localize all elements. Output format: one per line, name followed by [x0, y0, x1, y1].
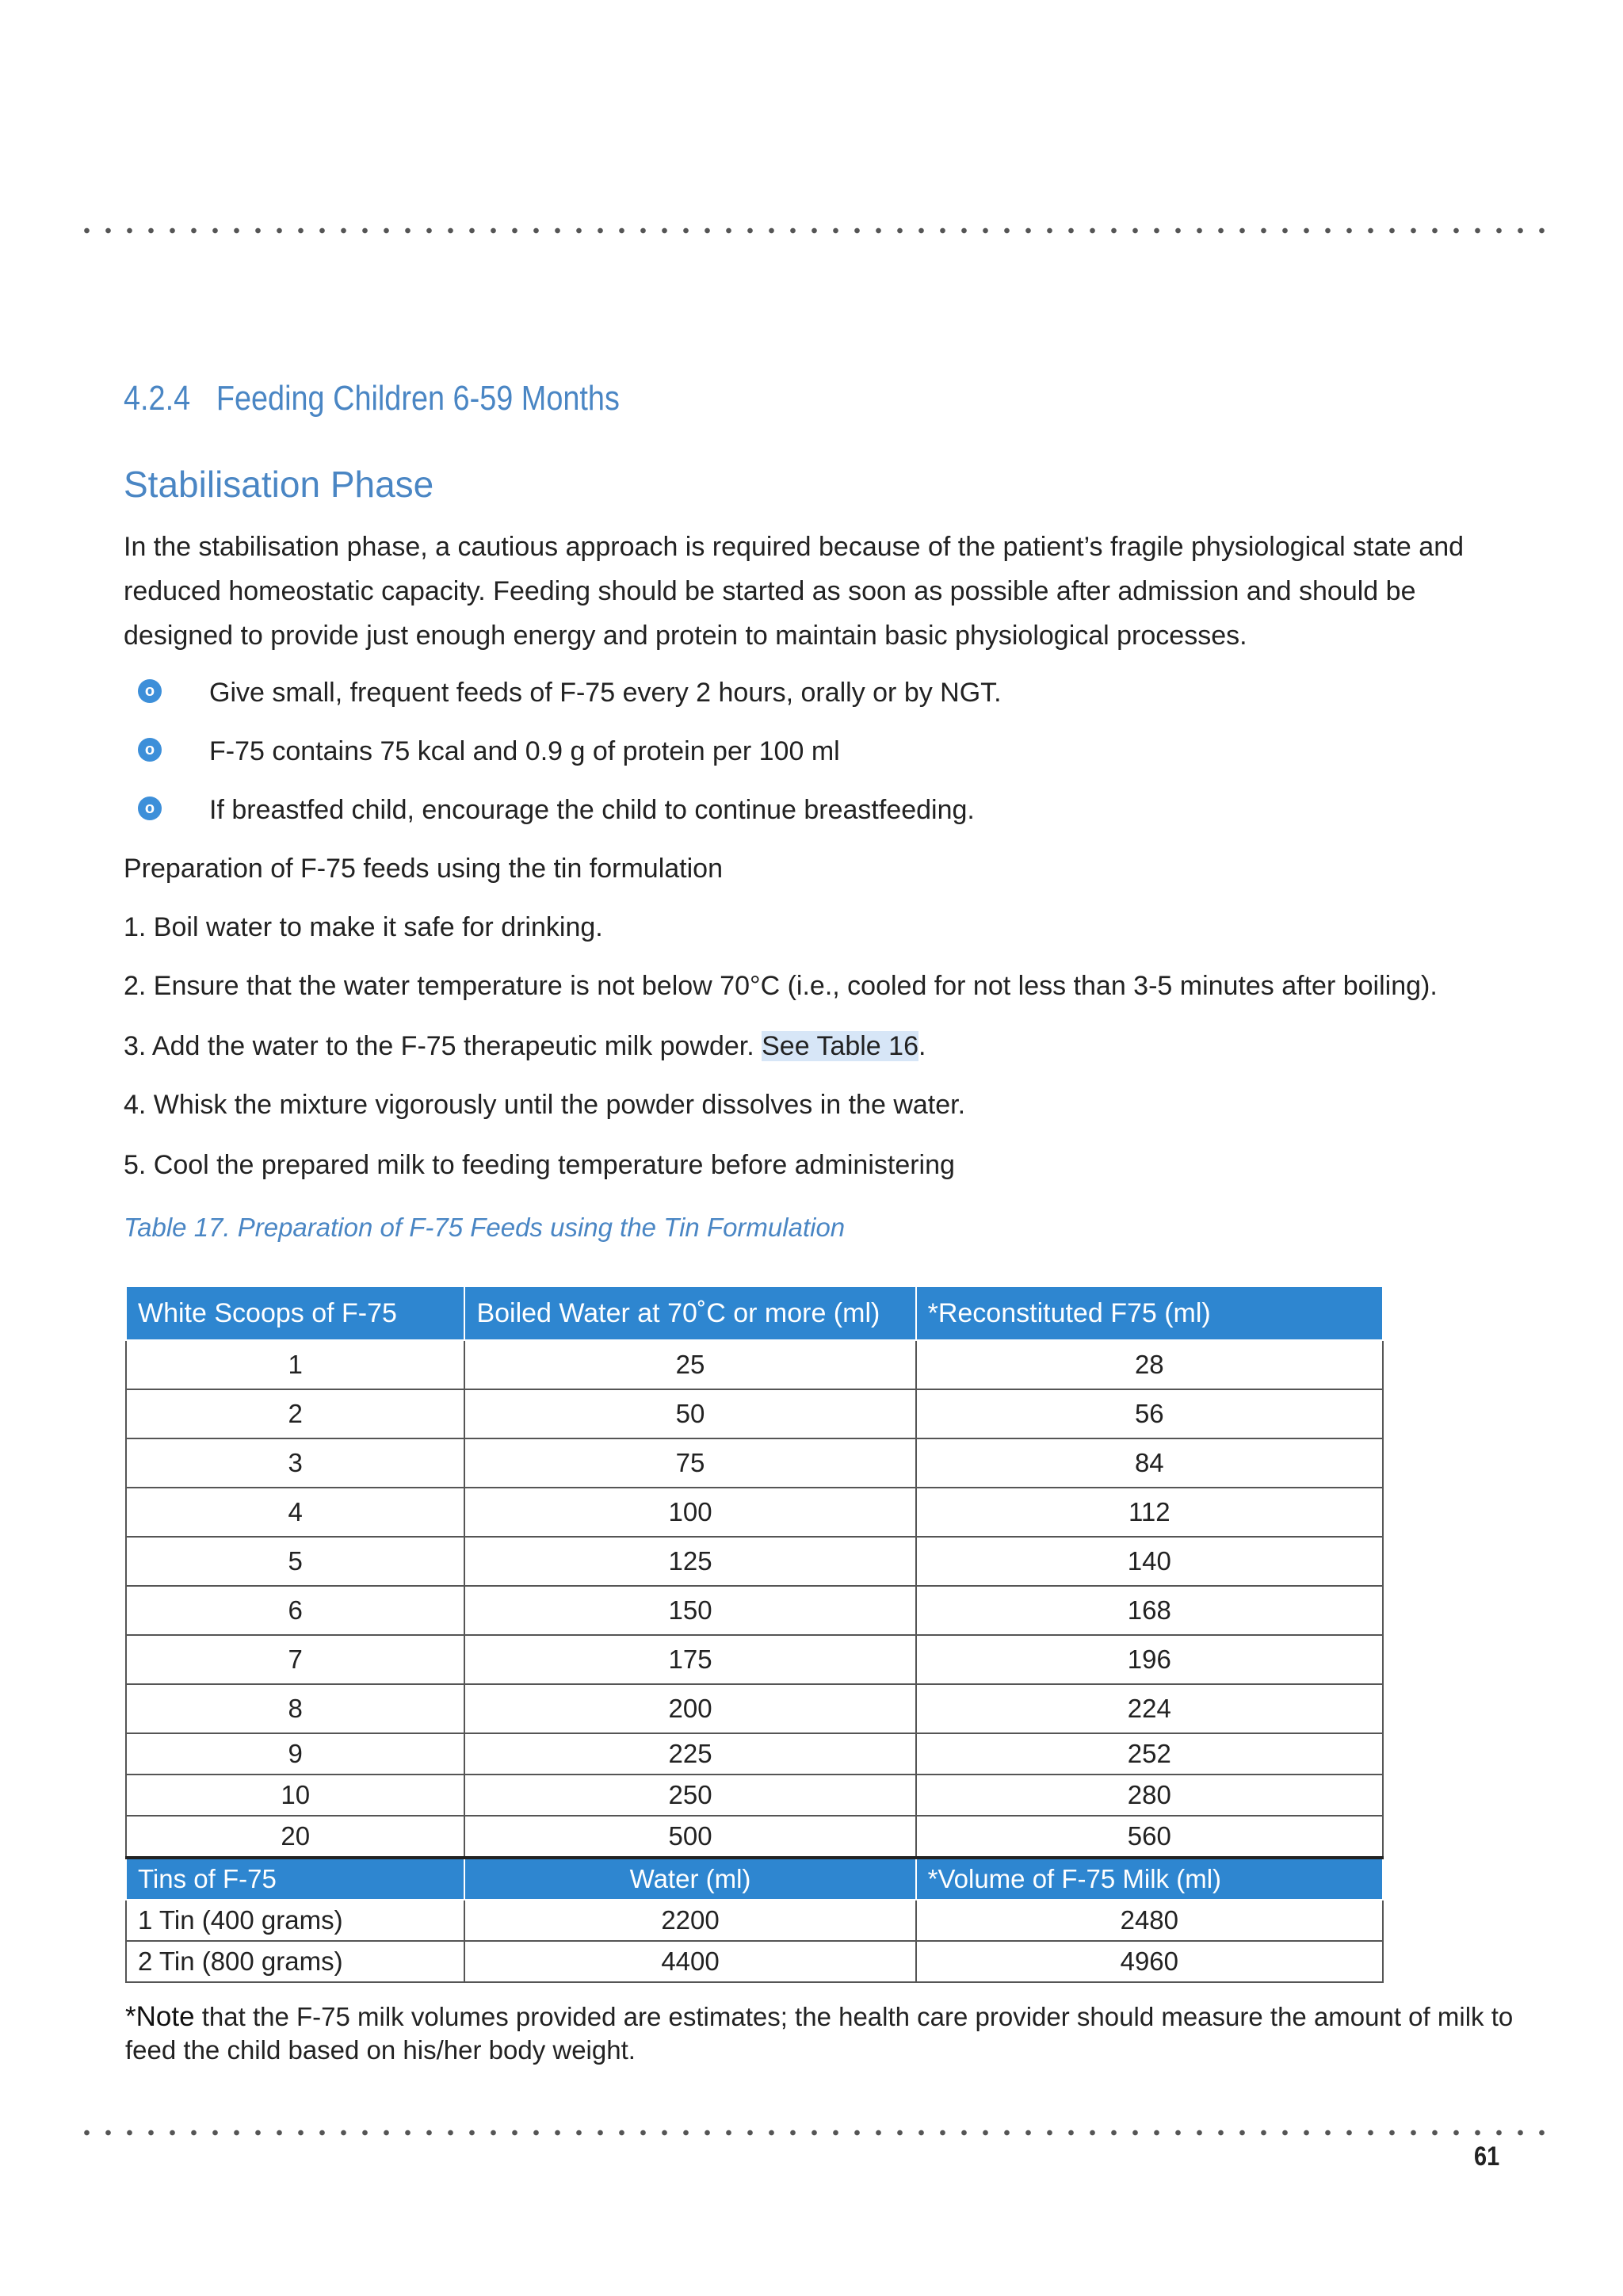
table-cell: 8	[126, 1684, 464, 1733]
table-cell: 6	[126, 1586, 464, 1635]
table-cell: 2200	[464, 1900, 915, 1941]
table-cell: 140	[916, 1537, 1383, 1586]
table-cell: 196	[916, 1635, 1383, 1684]
table-cell: 125	[464, 1537, 915, 1586]
table-cell: 200	[464, 1684, 915, 1733]
header-cell: Water (ml)	[464, 1858, 915, 1900]
step-5: 5. Cool the prepared milk to feeding temperature before administering	[124, 1150, 955, 1180]
bullet-item	[138, 735, 840, 767]
table-row	[126, 1775, 1383, 1816]
table-cell: 150	[464, 1586, 915, 1635]
bullet-item	[138, 677, 1002, 709]
table-row	[126, 1340, 1383, 1389]
table-cell: 4400	[464, 1941, 915, 1982]
table-cell: 84	[916, 1438, 1383, 1488]
bullet-text: If breastfed child, encourage the child to continue breastfeeding.	[209, 795, 975, 825]
header-cell: White Scoops of F-75	[126, 1286, 464, 1340]
table-cell: 168	[916, 1586, 1383, 1635]
table-cell: 500	[464, 1816, 915, 1858]
table-row	[126, 1733, 1383, 1775]
bottom-dotted-divider	[76, 2129, 1550, 2137]
table-cell: 25	[464, 1340, 915, 1389]
table-cell: 28	[916, 1340, 1383, 1389]
page-number: 61	[1474, 2141, 1500, 2172]
table-row	[126, 1488, 1383, 1537]
section-number: 4.2.4	[124, 379, 191, 418]
table-cell: 224	[916, 1684, 1383, 1733]
header-cell: *Reconstituted F75 (ml)	[916, 1286, 1383, 1340]
o-bullet-icon: o	[138, 797, 162, 820]
note-label: *Note	[125, 2001, 195, 2032]
table-row	[126, 1389, 1383, 1438]
table-cell: 4	[126, 1488, 464, 1537]
table-16-link[interactable]: See Table 16	[762, 1031, 918, 1061]
table-cell: 2480	[916, 1900, 1383, 1941]
step-3-text: 3. Add the water to the F-75 therapeutic milk powder.	[124, 1031, 762, 1061]
step-1: 1. Boil water to make it safe for drinking.	[124, 912, 603, 942]
step-2: 2. Ensure that the water temperature is not below 70°C (i.e., cooled for not less than 3-5 minutes after boiling).	[124, 971, 1438, 1001]
table-cell: 75	[464, 1438, 915, 1488]
phase-heading: Stabilisation Phase	[124, 464, 434, 505]
tin-row	[126, 1900, 1383, 1941]
step-3	[124, 1030, 926, 1062]
table-cell: 252	[916, 1733, 1383, 1775]
table-cell: 5	[126, 1537, 464, 1586]
table-cell: 280	[916, 1775, 1383, 1816]
table-row	[126, 1586, 1383, 1635]
bullet-text: Give small, frequent feeds of F-75 every 2 hours, orally or by NGT.	[209, 678, 1002, 708]
table-cell: 20	[126, 1816, 464, 1858]
table-cell: 1 Tin (400 grams)	[126, 1900, 464, 1941]
bullet-text: F-75 contains 75 kcal and 0.9 g of protein per 100 ml	[209, 736, 840, 766]
table-cell: 1	[126, 1340, 464, 1389]
header-cell: Boiled Water at 70˚C or more (ml)	[464, 1286, 915, 1340]
prep-intro: Preparation of F-75 feeds using the tin formulation	[124, 854, 723, 884]
header-cell: Tins of F-75	[126, 1858, 464, 1900]
intro-paragraph: In the stabilisation phase, a cautious approach is required because of the patient’s fragile physiological state and reduced homeostatic capacity. Feeding should be started as soon as possible after admission and should be designed to provide just enough energy and protein to maintain basic physiological processes.	[124, 532, 1465, 651]
step-3-suffix: .	[918, 1031, 926, 1061]
table-header-row	[126, 1286, 1383, 1340]
step-4: 4. Whisk the mixture vigorously until the powder dissolves in the water.	[124, 1090, 966, 1120]
table-caption: Table 17. Preparation of F-75 Feeds using the Tin Formulation	[124, 1213, 846, 1242]
table-cell: 225	[464, 1733, 915, 1775]
table-cell: 560	[916, 1816, 1383, 1858]
top-dotted-divider	[76, 227, 1550, 235]
o-bullet-icon: o	[138, 738, 162, 762]
note-text: that the F-75 milk volumes provided are estimates; the health care provider should measure the amount of milk to feed the child based on his/her body weight.	[125, 2002, 1514, 2065]
table-cell: 56	[916, 1389, 1383, 1438]
table-row	[126, 1684, 1383, 1733]
table-cell: 100	[464, 1488, 915, 1537]
table-row	[126, 1537, 1383, 1586]
table-row	[126, 1438, 1383, 1488]
table-cell: 2	[126, 1389, 464, 1438]
header-cell: *Volume of F-75 Milk (ml)	[916, 1858, 1383, 1900]
table-cell: 9	[126, 1733, 464, 1775]
tin-row	[126, 1941, 1383, 1982]
o-bullet-icon: o	[138, 679, 162, 703]
table-cell: 4960	[916, 1941, 1383, 1982]
bullet-item	[138, 794, 975, 826]
table-cell: 112	[916, 1488, 1383, 1537]
section-title: Feeding Children 6-59 Months	[216, 379, 620, 418]
table-cell: 250	[464, 1775, 915, 1816]
table-cell: 50	[464, 1389, 915, 1438]
table-cell: 175	[464, 1635, 915, 1684]
table-cell: 10	[126, 1775, 464, 1816]
f75-preparation-table	[125, 1286, 1384, 1983]
table-row	[126, 1816, 1383, 1858]
section-heading	[124, 379, 620, 418]
table-cell: 7	[126, 1635, 464, 1684]
table-cell: 3	[126, 1438, 464, 1488]
table-cell: 2 Tin (800 grams)	[126, 1941, 464, 1982]
table-note	[125, 2000, 1520, 2067]
table-row	[126, 1635, 1383, 1684]
tins-header-row	[126, 1858, 1383, 1900]
